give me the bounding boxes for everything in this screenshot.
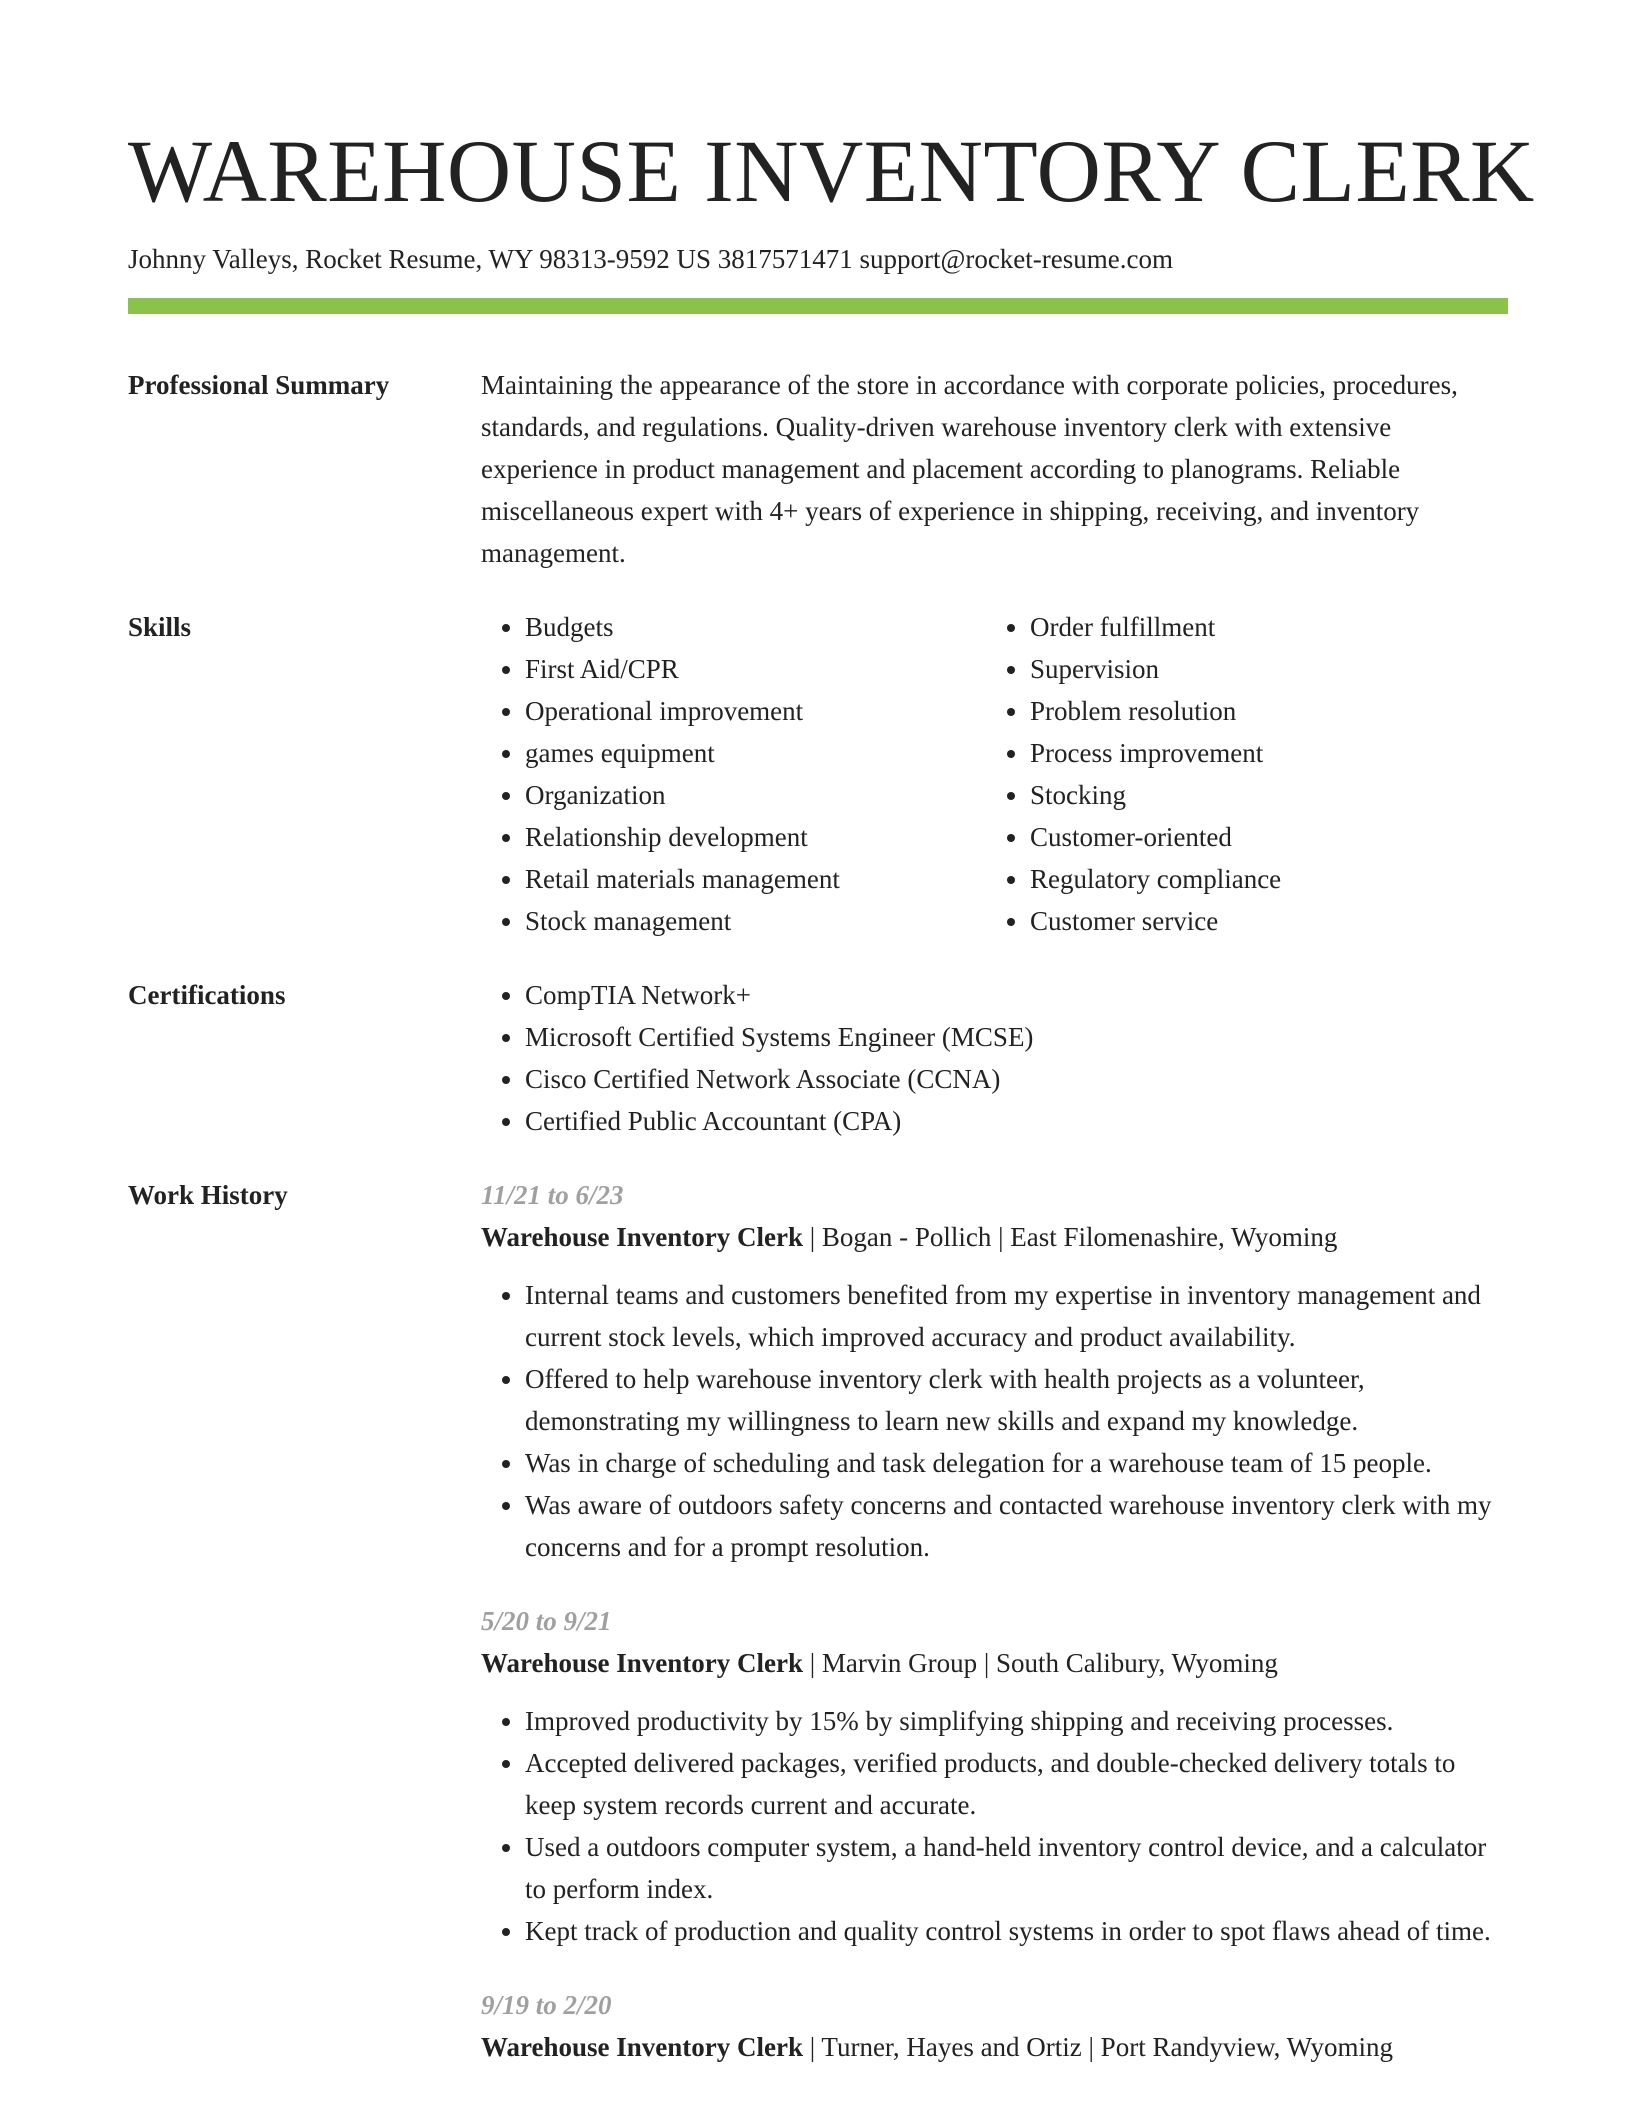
job-entry xyxy=(481,1174,1508,1568)
skill-item: • Regulatory compliance xyxy=(1030,858,1491,900)
certification-item: • Cisco Certified Network Associate (CCNA) xyxy=(525,1058,1508,1100)
certification-item: • Certified Public Accountant (CPA) xyxy=(525,1100,1508,1142)
skill-item: • Retail materials management xyxy=(525,858,986,900)
work-history-heading: Work History xyxy=(128,1180,288,1210)
skill-item: • games equipment xyxy=(525,732,986,774)
job-heading xyxy=(481,1216,1508,1258)
job-heading xyxy=(481,2026,1508,2068)
skills-list-left xyxy=(481,606,986,942)
job-bullet: • Used a outdoors computer system, a hand-held inventory control device, and a calculator to perform index. xyxy=(525,1826,1508,1910)
job-entry xyxy=(481,1984,1508,2068)
job-bullet: • Offered to help warehouse inventory clerk with health projects as a volunteer, demonstrating my willingness to learn new skills and expand my knowledge. xyxy=(525,1358,1508,1442)
certifications-section xyxy=(128,974,1508,1142)
job-dates: 9/19 to 2/20 xyxy=(481,1990,612,2020)
job-bullet: • Was aware of outdoors safety concerns and contacted warehouse inventory clerk with my concerns and for a prompt resolution. xyxy=(525,1484,1508,1568)
certification-item: • CompTIA Network+ xyxy=(525,974,1508,1016)
job-employer-location: | Marvin Group | South Calibury, Wyoming xyxy=(803,1648,1278,1678)
job-bullet: • Improved productivity by 15% by simplifying shipping and receiving processes. xyxy=(525,1700,1508,1742)
skill-item: • Supervision xyxy=(1030,648,1491,690)
skills-list-right xyxy=(986,606,1491,942)
resume-title: WAREHOUSE INVENTORY CLERK xyxy=(128,123,1535,221)
contact-line: Johnny Valleys, Rocket Resume, WY 98313-9592 US 3817571471 support@rocket-resume.com xyxy=(128,244,1173,274)
skill-item: • First Aid/CPR xyxy=(525,648,986,690)
certifications-list xyxy=(481,974,1508,1142)
skill-item: • Budgets xyxy=(525,606,986,648)
work-history-section xyxy=(128,1174,1508,2068)
skill-item: • Customer service xyxy=(1030,900,1491,942)
skill-item: • Process improvement xyxy=(1030,732,1491,774)
job-bullet: • Kept track of production and quality control systems in order to spot flaws ahead of time. xyxy=(525,1910,1508,1952)
summary-text: Maintaining the appearance of the store in accordance with corporate policies, procedures, standards, and regulations. Quality-driven warehouse inventory clerk with extensive experience in product management and placement according to planograms. Reliable miscellaneous expert with 4+ years of experience in shipping, receiving, and inventory management. xyxy=(481,370,1458,568)
summary-heading: Professional Summary xyxy=(128,370,390,400)
job-dates: 5/20 to 9/21 xyxy=(481,1606,612,1636)
job-bullet: • Was in charge of scheduling and task delegation for a warehouse team of 15 people. xyxy=(525,1442,1508,1484)
skill-item: • Stock management xyxy=(525,900,986,942)
skill-item: • Problem resolution xyxy=(1030,690,1491,732)
certifications-heading: Certifications xyxy=(128,980,286,1010)
skill-item: • Operational improvement xyxy=(525,690,986,732)
job-bullets xyxy=(481,1274,1508,1568)
skills-columns xyxy=(481,606,1508,942)
certifications-body xyxy=(481,974,1508,1142)
work-history-body xyxy=(481,1174,1508,2068)
skill-item: • Relationship development xyxy=(525,816,986,858)
job-heading xyxy=(481,1642,1508,1684)
header-divider xyxy=(128,298,1508,314)
job-employer-location: | Bogan - Pollich | East Filomenashire, Wyoming xyxy=(803,1222,1338,1252)
skill-item: • Organization xyxy=(525,774,986,816)
job-bullet: • Accepted delivered packages, verified products, and double-checked delivery totals to keep system records current and accurate. xyxy=(525,1742,1508,1826)
job-bullet: • Internal teams and customers benefited from my expertise in inventory management and current stock levels, which improved accuracy and product availability. xyxy=(525,1274,1508,1358)
skill-item: • Order fulfillment xyxy=(1030,606,1491,648)
job-employer-location: | Turner, Hayes and Ortiz | Port Randyview, Wyoming xyxy=(803,2032,1394,2062)
skill-item: • Stocking xyxy=(1030,774,1491,816)
skills-section xyxy=(128,606,1508,942)
job-bullets xyxy=(481,1700,1508,1952)
job-entry xyxy=(481,1600,1508,1952)
skills-column-right xyxy=(986,606,1491,942)
job-title: Warehouse Inventory Clerk xyxy=(481,2032,803,2062)
job-details xyxy=(481,1274,1508,1568)
skill-item: • Customer-oriented xyxy=(1030,816,1491,858)
summary-section xyxy=(128,364,1508,574)
job-title: Warehouse Inventory Clerk xyxy=(481,1648,803,1678)
skills-heading: Skills xyxy=(128,612,192,642)
job-title: Warehouse Inventory Clerk xyxy=(481,1222,803,1252)
job-details xyxy=(481,1700,1508,1952)
job-dates: 11/21 to 6/23 xyxy=(481,1180,624,1210)
skills-column-left xyxy=(481,606,986,942)
certification-item: • Microsoft Certified Systems Engineer (MCSE) xyxy=(525,1016,1508,1058)
resume-page xyxy=(128,0,1535,2068)
